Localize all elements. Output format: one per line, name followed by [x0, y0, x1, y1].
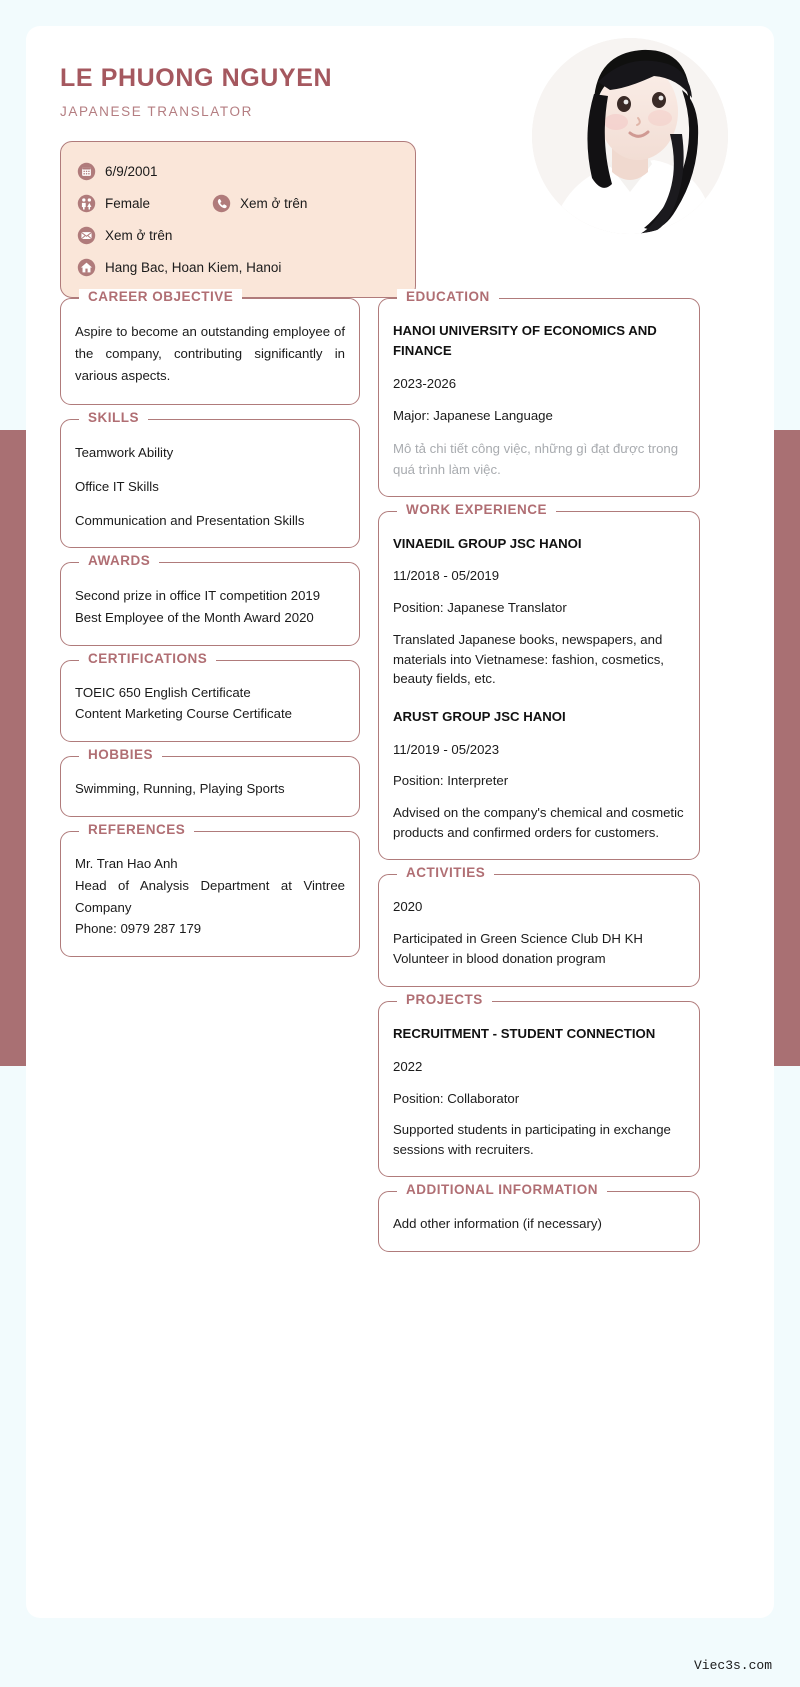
- hobby-item: Swimming, Running, Playing Sports: [75, 780, 285, 796]
- skill-item: Communication and Presentation Skills: [75, 512, 305, 528]
- section-career-objective: [60, 289, 360, 405]
- education-years: 2023-2026: [393, 375, 457, 391]
- phone-icon: [212, 194, 231, 213]
- project-entry: [393, 1024, 685, 1160]
- contact-gender: [77, 194, 150, 213]
- section-legend-projects: PROJECTS: [397, 992, 492, 1007]
- certification-item: Content Marketing Course Certificate: [75, 706, 292, 722]
- work-description: Translated Japanese books, newspapers, and materials into Vietnamese: fashion, cosmetics, beauty fields, etc.: [393, 631, 664, 687]
- activity-year: 2020: [393, 898, 423, 914]
- contact-address: [77, 258, 281, 277]
- job-title: JAPANESE TRANSLATOR: [60, 104, 253, 119]
- section-legend-education: EDUCATION: [397, 289, 499, 304]
- contact-birthdate-value: 6/9/2001: [105, 163, 158, 179]
- page-title: LE PHUONG NGUYEN: [60, 64, 333, 92]
- contact-address-value: Hang Bac, Hoan Kiem, Hanoi: [105, 259, 282, 275]
- decorative-bar-right: [774, 430, 800, 1066]
- section-hobbies: [60, 746, 360, 817]
- project-position: Position: Collaborator: [393, 1090, 520, 1106]
- skill-item: Office IT Skills: [75, 478, 159, 494]
- reference-name: Mr. Tran Hao Anh: [75, 855, 178, 871]
- work-company: VINAEDIL GROUP JSC HANOI: [393, 535, 582, 551]
- education-placeholder: Mô tả chi tiết công việc, những gì đạt được trong quá trình làm việc.: [393, 440, 679, 477]
- section-legend-activities: ACTIVITIES: [397, 865, 494, 880]
- contact-card: [60, 141, 416, 298]
- contact-email: [77, 226, 172, 245]
- section-legend-additional-information: ADDITIONAL INFORMATION: [397, 1182, 607, 1197]
- award-item: Best Employee of the Month Award 2020: [75, 610, 314, 626]
- additional-information-text: Add other information (if necessary): [393, 1215, 602, 1231]
- section-skills: [60, 409, 360, 548]
- work-entry: [393, 534, 685, 689]
- work-entry: [393, 707, 685, 843]
- cv-columns: [26, 289, 774, 1266]
- right-column: [378, 289, 700, 1266]
- award-item: Second prize in office IT competition 2019: [75, 587, 321, 603]
- cv-sheet: [26, 26, 774, 1618]
- contact-row-birthdate: [77, 155, 399, 187]
- cv-header: [26, 26, 774, 298]
- project-year: 2022: [393, 1058, 423, 1074]
- activity-item: Volunteer in blood donation program: [393, 951, 606, 967]
- section-education: [378, 289, 700, 497]
- contact-phone: [212, 194, 307, 213]
- gender-icon: [77, 194, 96, 213]
- section-references: [60, 821, 360, 957]
- project-description: Supported students in participating in exchange sessions with recruiters.: [393, 1122, 671, 1158]
- section-certifications: [60, 651, 360, 742]
- work-position: Position: Interpreter: [393, 773, 509, 789]
- section-projects: [378, 992, 700, 1177]
- contact-birthdate: [77, 162, 158, 181]
- education-school: HANOI UNIVERSITY OF ECONOMICS AND FINANCE: [393, 323, 657, 359]
- section-awards: [60, 552, 360, 646]
- section-legend-work-experience: WORK EXPERIENCE: [397, 502, 556, 517]
- left-column: [60, 289, 360, 1266]
- reference-phone: Phone: 0979 287 179: [75, 921, 202, 937]
- contact-row-address: [77, 251, 399, 283]
- section-legend-skills: SKILLS: [79, 410, 148, 425]
- activity-item: Participated in Green Science Club DH KH: [393, 930, 643, 946]
- skill-item: Teamwork Ability: [75, 444, 174, 460]
- contact-row-gender-phone: [77, 187, 399, 219]
- education-major: Major: Japanese Language: [393, 407, 553, 423]
- envelope-icon: [77, 226, 96, 245]
- watermark: Viec3s.com: [693, 1658, 772, 1673]
- section-legend-career-objective: CAREER OBJECTIVE: [79, 289, 242, 304]
- contact-email-value: Xem ở trên: [105, 227, 173, 243]
- section-legend-references: REFERENCES: [79, 822, 194, 837]
- decorative-bar-left: [0, 430, 26, 1066]
- section-work-experience: [378, 501, 700, 860]
- contact-phone-value: Xem ở trên: [240, 195, 308, 211]
- work-period: 11/2018 - 05/2019: [393, 568, 500, 584]
- home-icon: [77, 258, 96, 277]
- work-company: ARUST GROUP JSC HANOI: [393, 709, 566, 725]
- avatar: [532, 38, 728, 234]
- career-objective-text: Aspire to become an outstanding employee of the company, contributing significantly in various aspects.: [75, 324, 345, 384]
- work-description: Advised on the company's chemical and cosmetic products and confirmed orders for customers.: [393, 805, 684, 841]
- project-title: RECRUITMENT - STUDENT CONNECTION: [393, 1026, 656, 1042]
- section-activities: [378, 864, 700, 988]
- certification-item: TOEIC 650 English Certificate: [75, 685, 251, 701]
- contact-gender-value: Female: [105, 195, 151, 211]
- section-legend-awards: AWARDS: [79, 553, 159, 568]
- section-legend-hobbies: HOBBIES: [79, 747, 162, 762]
- section-additional-information: [378, 1181, 700, 1252]
- calendar-icon: [77, 162, 96, 181]
- reference-role: Head of Analysis Department at Vintree Company: [75, 877, 345, 915]
- section-legend-certifications: CERTIFICATIONS: [79, 651, 216, 666]
- work-period: 11/2019 - 05/2023: [393, 741, 500, 757]
- contact-row-email: [77, 219, 399, 251]
- work-position: Position: Japanese Translator: [393, 600, 567, 615]
